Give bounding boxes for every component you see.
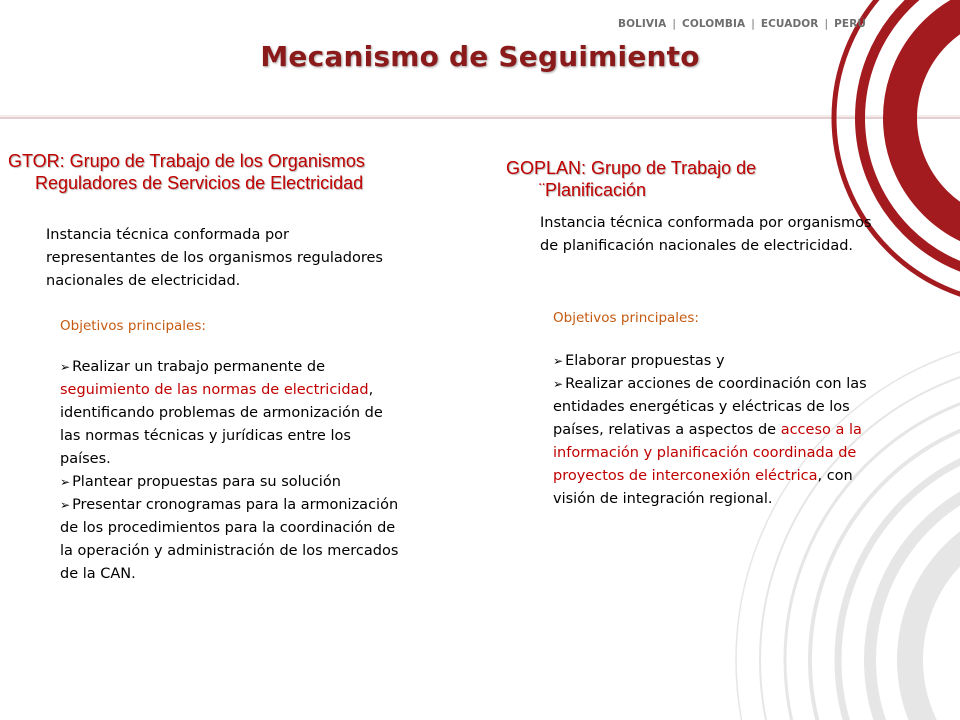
arrow-bullet-icon: ➢ [553,377,564,391]
list-item: ➢ Elaborar propuestas y [553,353,725,369]
arrow-bullet-icon: ➢ [60,360,71,374]
list-item: ➢ Presentar cronogramas para la armonización [60,497,399,513]
country-peru: PERÚ [834,18,867,30]
gtor-description-line: representantes de los organismos reguladores [46,250,383,266]
list-item-continuation: países, relativas a aspectos de acceso a la [553,422,862,438]
goplan-description-line: Instancia técnica conformada por organismos [540,215,872,231]
goplan-heading-line2: ¨Planificación [539,180,647,200]
country-bolivia: BOLIVIA [618,18,667,30]
list-item-continuation: países. [60,451,111,467]
country-colombia: COLOMBIA [682,18,746,30]
gtor-heading [8,150,365,194]
list-item-continuation: visión de integración regional. [553,491,773,507]
gtor-heading-line1: GTOR: Grupo de Trabajo de los Organismos [8,151,365,171]
gtor-objectives-list [60,356,460,586]
goplan-heading [506,157,756,201]
goplan-objectives-list [553,350,933,511]
gtor-objectives-heading: Objetivos principales: [60,318,206,334]
arrow-bullet-icon: ➢ [60,498,71,512]
highlight-text: acceso a la [780,422,862,438]
arrow-bullet-icon: ➢ [553,354,564,368]
separator: | [824,18,829,30]
list-item: ➢ Plantear propuestas para su solución [60,474,341,490]
country-ecuador: ECUADOR [760,18,819,30]
separator: | [672,18,677,30]
highlight-text: seguimiento de las normas de electricidad [60,382,369,398]
list-item-continuation: seguimiento de las normas de electricidad, [60,382,374,398]
list-item: ➢ Realizar un trabajo permanente de [60,359,326,375]
country-list [618,18,866,30]
list-item-continuation: de la CAN. [60,566,136,582]
highlight-text: proyectos de interconexión eléctrica [553,468,818,484]
list-item-continuation: entidades energéticas y eléctricas de los [553,399,850,415]
gtor-heading-line2: Reguladores de Servicios de Electricidad [35,173,364,193]
list-item: ➢ Realizar acciones de coordinación con las [553,376,867,392]
goplan-description [540,212,940,258]
gtor-description-line: Instancia técnica conformada por [46,227,290,243]
list-item-continuation: identificando problemas de armonización de [60,405,383,421]
goplan-description-line: de planificación nacionales de electricidad. [540,238,854,254]
list-item-continuation: proyectos de interconexión eléctrica, con [553,468,853,484]
list-item-continuation: la operación y administración de los mercados [60,543,399,559]
page-title: Mecanismo de Seguimiento [260,40,700,73]
gtor-description [46,224,446,293]
gtor-description-line: nacionales de electricidad. [46,273,241,289]
arrow-bullet-icon: ➢ [60,475,71,489]
highlight-text: información y planificación coordinada de [553,445,857,461]
list-item-continuation: de los procedimientos para la coordinación de [60,520,396,536]
goplan-heading-line1: GOPLAN: Grupo de Trabajo de [506,158,757,178]
list-item-continuation: las normas técnicas y jurídicas entre los [60,428,351,444]
separator: | [751,18,755,30]
goplan-objectives-heading: Objetivos principales: [553,310,699,326]
